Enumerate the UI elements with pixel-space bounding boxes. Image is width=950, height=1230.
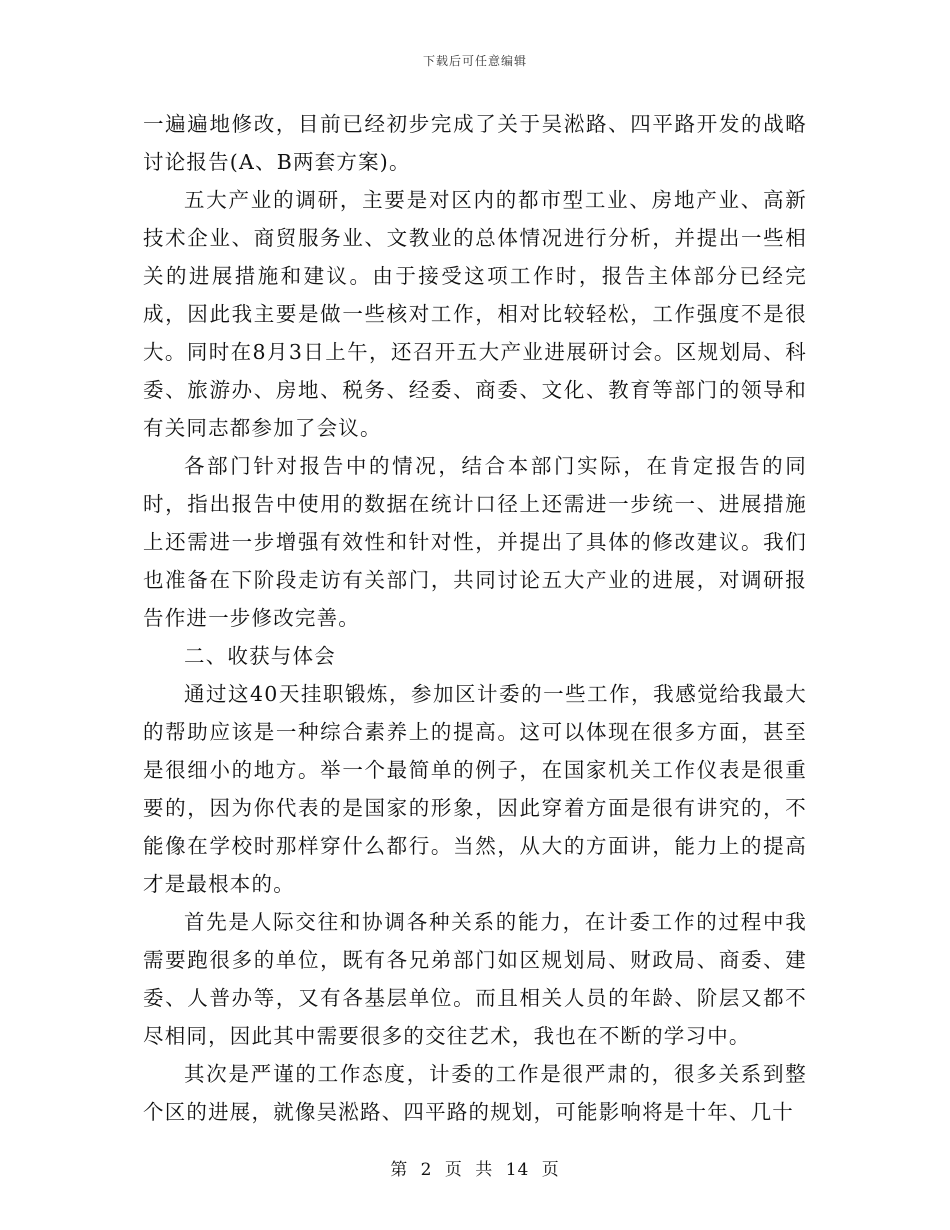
page-footer: 第 2 页 共 14 页 bbox=[390, 1160, 560, 1180]
paragraph-overall-gains: 通过这40天挂职锻炼，参加区计委的一些工作，我感觉给我最大的帮助应该是一种综合素养上的提高。这可以体现在很多方面，甚至是很细小的地方。举一个最简单的例子，在国家机关工作仪表是很重要的，因为你代表的是国家的形象，因此穿着方面是很有讲究的，不能像在学校时那样穿什么都行。当然，从大的方面讲，能力上的提高才是最根本的。 bbox=[143, 682, 807, 896]
paragraph-work-attitude: 其次是严谨的工作态度，计委的工作是很严肃的，很多关系到整个区的进展，就像吴淞路、四平路的规划，可能影响将是十年、几十 bbox=[143, 1062, 807, 1124]
document-body bbox=[143, 105, 807, 1131]
paragraph-continuation: 一遍遍地修改，目前已经初步完成了关于吴淞路、四平路开发的战略讨论报告(A、B两套方案)。 bbox=[143, 112, 807, 174]
page-header: 下载后可任意编辑 bbox=[422, 54, 527, 68]
paragraph-interpersonal-skills: 首先是人际交往和协调各种关系的能力，在计委工作的过程中我需要跑很多的单位，既有各兄弟部门如区规划局、财政局、商委、建委、人普办等，又有各基层单位。而且相关人员的年龄、阶层又都不尽相同，因此其中需要很多的交往艺术，我也在不断的学习中。 bbox=[143, 910, 807, 1048]
section-heading: 二、收获与体会 bbox=[184, 644, 336, 668]
paragraph-department-feedback: 各部门针对报告中的情况，结合本部门实际，在肯定报告的同时，指出报告中使用的数据在统计口径上还需进一步统一、进展措施上还需进一步增强有效性和针对性，并提出了具体的修改建议。我们也准备在下阶段走访有关部门，共同讨论五大产业的进展，对调研报告作进一步修改完善。 bbox=[143, 454, 807, 630]
paragraph-industry-research: 五大产业的调研，主要是对区内的都市型工业、房地产业、高新技术企业、商贸服务业、文教业的总体情况进行分析，并提出一些相关的进展措施和建议。由于接受这项工作时，报告主体部分已经完成，因此我主要是做一些核对工作，相对比较轻松，工作强度不是很大。同时在8月3日上午，还召开五大产业进展研讨会。区规划局、科委、旅游办、房地、税务、经委、商委、文化、教育等部门的领导和有关同志都参加了会议。 bbox=[143, 188, 807, 440]
